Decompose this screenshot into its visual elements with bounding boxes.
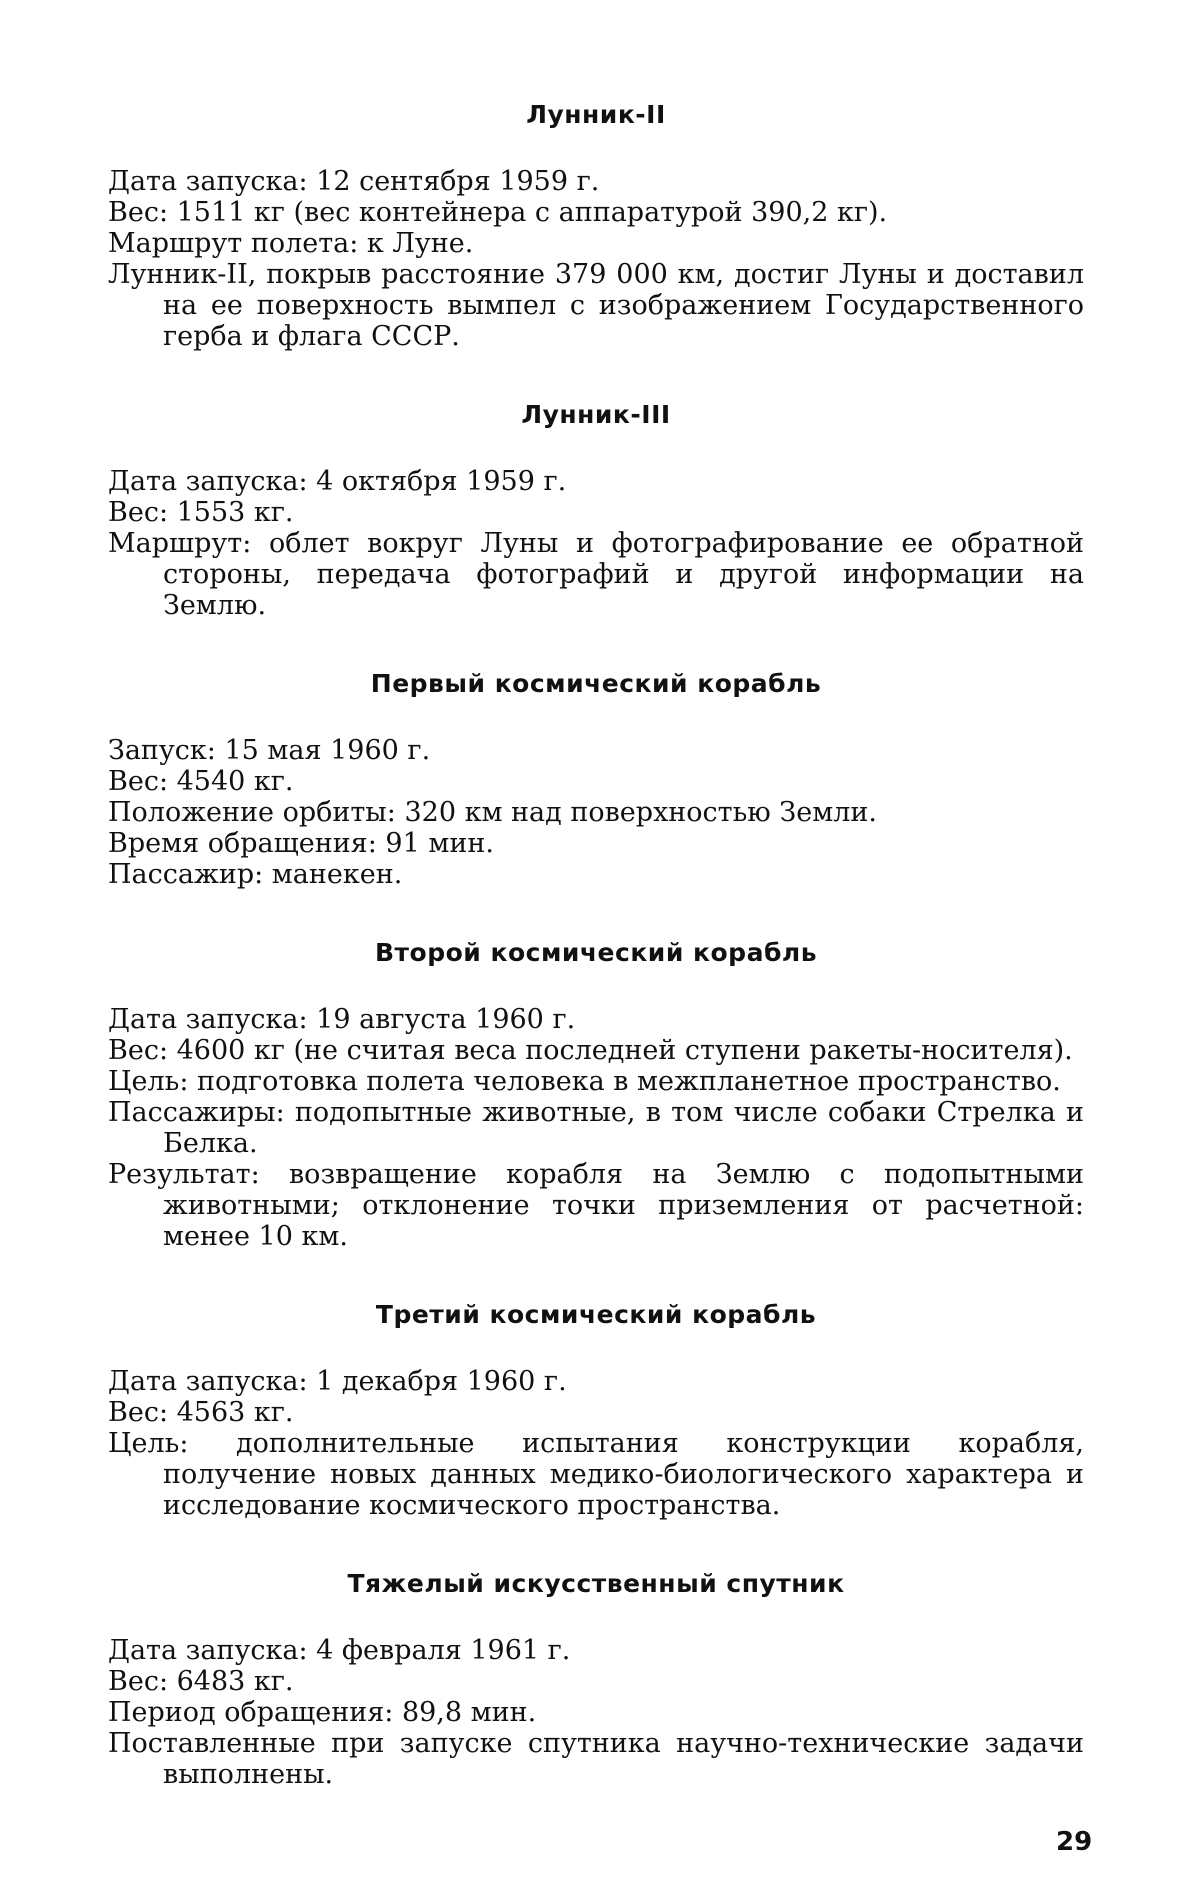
- section-line: Период обращения: 89,8 мин.: [108, 1697, 1084, 1728]
- page-body: [108, 100, 1084, 1790]
- page-number: 29: [1056, 1827, 1092, 1857]
- section-line: Цель: подготовка полета человека в межпланетное пространство.: [108, 1066, 1084, 1097]
- section-heading: Лунник-III: [108, 400, 1084, 430]
- section-line: Цель: дополнительные испытания конструкции корабля, получение новых данных медико-биологического характера и исследование космического пространства.: [108, 1428, 1084, 1521]
- section-heading: Третий космический корабль: [108, 1300, 1084, 1330]
- section-line: Вес: 1553 кг.: [108, 497, 1084, 528]
- section-heading: Лунник-II: [108, 100, 1084, 130]
- section-heading: Тяжелый искусственный спутник: [108, 1569, 1084, 1599]
- section-line: Вес: 1511 кг (вес контейнера с аппаратурой 390,2 кг).: [108, 197, 1084, 228]
- section-line: Маршрут: облет вокруг Луны и фотографирование ее обратной стороны, передача фотографий и другой информации на Землю.: [108, 528, 1084, 621]
- section-line: Время обращения: 91 мин.: [108, 828, 1084, 859]
- section-gap: [108, 1521, 1084, 1569]
- section-line: Пассажир: манекен.: [108, 859, 1084, 890]
- section-line: Дата запуска: 1 декабря 1960 г.: [108, 1366, 1084, 1397]
- section-line: Вес: 6483 кг.: [108, 1666, 1084, 1697]
- section-line: Поставленные при запуске спутника научно-технические задачи выполнены.: [108, 1728, 1084, 1790]
- section-lunnik-2: [108, 100, 1084, 352]
- section-line: Маршрут полета: к Луне.: [108, 228, 1084, 259]
- section-second-spaceship: [108, 938, 1084, 1252]
- section-line: Дата запуска: 4 февраля 1961 г.: [108, 1635, 1084, 1666]
- section-line: Дата запуска: 12 сентября 1959 г.: [108, 166, 1084, 197]
- section-gap: [108, 352, 1084, 400]
- section-third-spaceship: [108, 1300, 1084, 1521]
- section-heading: Первый космический корабль: [108, 669, 1084, 699]
- section-heavy-satellite: [108, 1569, 1084, 1790]
- section-heading: Второй космический корабль: [108, 938, 1084, 968]
- section-lunnik-3: [108, 400, 1084, 621]
- section-line: Дата запуска: 4 октября 1959 г.: [108, 466, 1084, 497]
- section-gap: [108, 1252, 1084, 1300]
- section-gap: [108, 890, 1084, 938]
- section-line: Пассажиры: подопытные животные, в том числе собаки Стрелка и Белка.: [108, 1097, 1084, 1159]
- section-gap: [108, 621, 1084, 669]
- section-line: Вес: 4540 кг.: [108, 766, 1084, 797]
- section-line: Результат: возвращение корабля на Землю с подопытными животными; отклонение точки приземления от расчетной: менее 10 км.: [108, 1159, 1084, 1252]
- section-line: Лунник-II, покрыв расстояние 379 000 км, достиг Луны и доставил на ее поверхность вымпел с изображением Государственного герба и флага СССР.: [108, 259, 1084, 352]
- section-line: Дата запуска: 19 августа 1960 г.: [108, 1004, 1084, 1035]
- section-line: Запуск: 15 мая 1960 г.: [108, 735, 1084, 766]
- section-line: Вес: 4600 кг (не считая веса последней ступени ракеты-носителя).: [108, 1035, 1084, 1066]
- section-first-spaceship: [108, 669, 1084, 890]
- section-line: Положение орбиты: 320 км над поверхностью Земли.: [108, 797, 1084, 828]
- section-line: Вес: 4563 кг.: [108, 1397, 1084, 1428]
